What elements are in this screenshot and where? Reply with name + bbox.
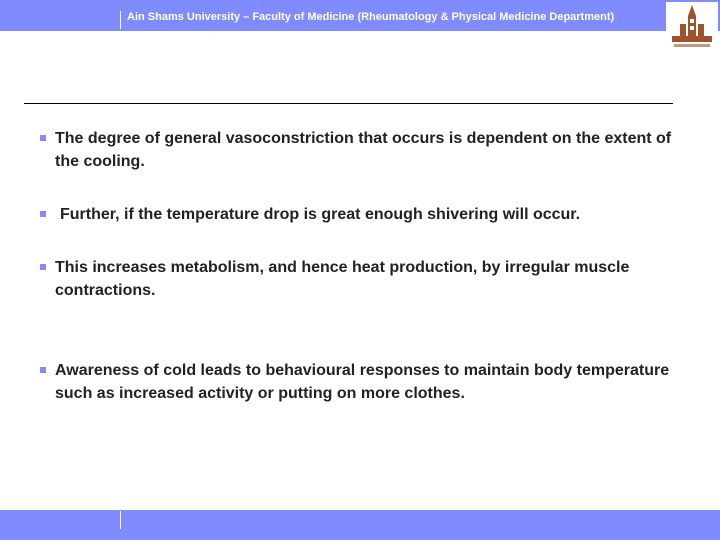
- bullet-item: [40, 359, 680, 405]
- bullet-text: The degree of general vasoconstriction that occurs is dependent on the extent of the cooling.: [55, 130, 672, 170]
- footer-bar: [0, 510, 720, 540]
- bullet-square-icon: [40, 211, 46, 217]
- bullet-item: [40, 203, 680, 226]
- header-divider: [120, 11, 121, 29]
- title-divider: [24, 103, 673, 104]
- bullet-square-icon: [40, 264, 46, 270]
- bullet-text: This increases metabolism, and hence heat production, by irregular muscle contractions.: [55, 259, 630, 299]
- university-tower-logo-icon: [666, 2, 718, 50]
- bullet-text: Further, if the temperature drop is great enough shivering will occur.: [60, 206, 581, 223]
- bullet-square-icon: [40, 367, 46, 373]
- bullet-square-icon: [40, 135, 46, 141]
- footer-divider: [120, 511, 121, 529]
- bullet-item: [40, 127, 680, 173]
- bullet-text: Awareness of cold leads to behavioural responses to maintain body temperature such as increased activity or putting on more clothes.: [55, 362, 670, 402]
- header-title: Ain Shams University – Faculty of Medicine (Rheumatology & Physical Medicine Department): [127, 11, 615, 23]
- bullet-item: [40, 256, 680, 302]
